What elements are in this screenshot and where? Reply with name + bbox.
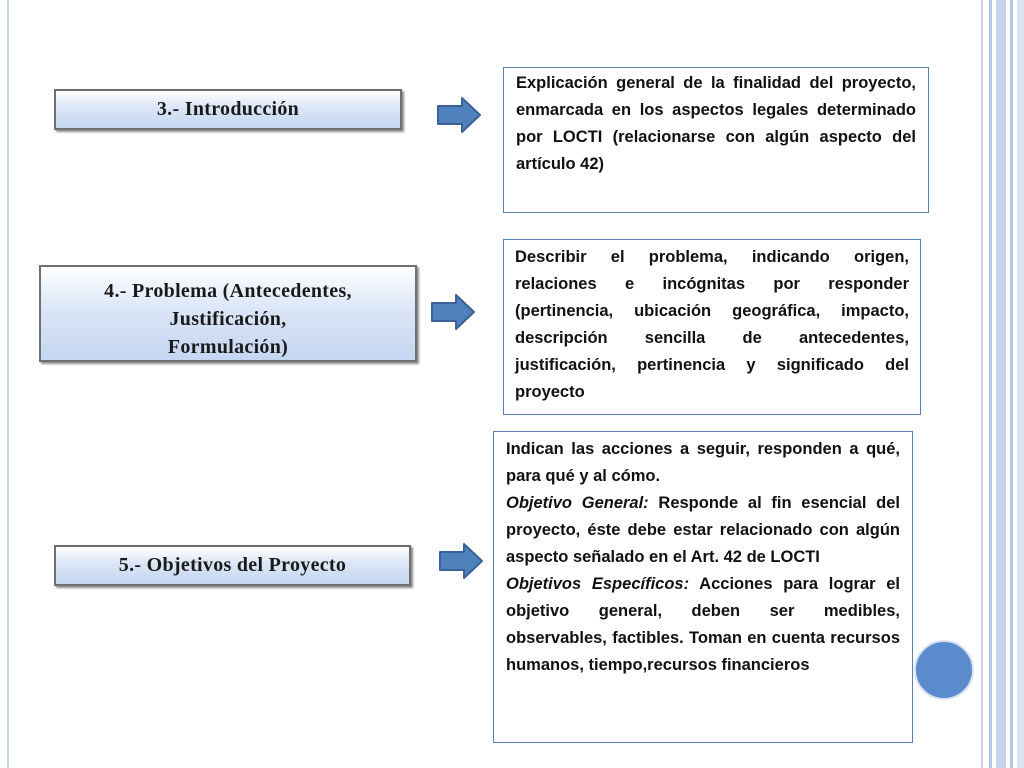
section-label-problema: [39, 265, 417, 362]
description-objetivos: [493, 431, 913, 743]
right-arrow-icon: [436, 96, 482, 134]
frame-line: [996, 0, 1006, 768]
left-frame-line: [7, 0, 9, 768]
description-text: Explicación general de la finalidad del proyecto, enmarcada en los aspectos legales determinado por LOCTI (relacionarse con algún aspecto del artículo 42): [516, 74, 916, 173]
right-arrow-icon: [430, 293, 476, 331]
description-introduccion: [503, 67, 929, 213]
frame-line: [1017, 0, 1024, 768]
section-label-text: 3.- Introducción: [156, 98, 300, 120]
section-label-objetivos: [54, 545, 411, 586]
objetivos-especificos-text: Acciones para lograr el objetivo general, deben ser medibles, observables, factibles. Toman en cuenta recursos humanos, tiempo,recursos financieros: [506, 575, 900, 674]
description-problema: [503, 239, 921, 415]
section-label-line: Formulación): [167, 336, 289, 358]
section-label-line: Justificación,: [169, 308, 287, 330]
right-arrow-icon: [438, 542, 484, 580]
frame-line: [981, 0, 983, 768]
frame-line: [989, 0, 992, 768]
objetivos-especificos: [506, 571, 900, 679]
decorative-circle: [914, 640, 974, 700]
section-label-introduccion: [54, 89, 402, 130]
objetivos-especificos-term: Objetivos Específicos:: [506, 575, 690, 593]
objetivo-general: [506, 490, 900, 571]
section-label-text: 5.- Objetivos del Proyecto: [118, 554, 347, 576]
section-label-line: 4.- Problema (Antecedentes,: [104, 280, 352, 302]
objetivo-general-text: Responde al fin esencial del proyecto, éste debe estar relacionado con algún aspecto señalado en el Art. 42 de LOCTI: [506, 494, 900, 566]
objetivo-general-term: Objetivo General:: [506, 494, 649, 512]
description-intro: Indican las acciones a seguir, responden a qué, para qué y al cómo.: [506, 440, 900, 485]
frame-line: [1010, 0, 1013, 768]
description-text: Describir el problema, indicando origen, relaciones e incógnitas por responder (pertinencia, ubicación geográfica, impacto, descripción sencilla de antecedentes, justificación, pertinencia y significado del proyecto: [515, 248, 909, 401]
right-frame-band: [977, 0, 1024, 768]
